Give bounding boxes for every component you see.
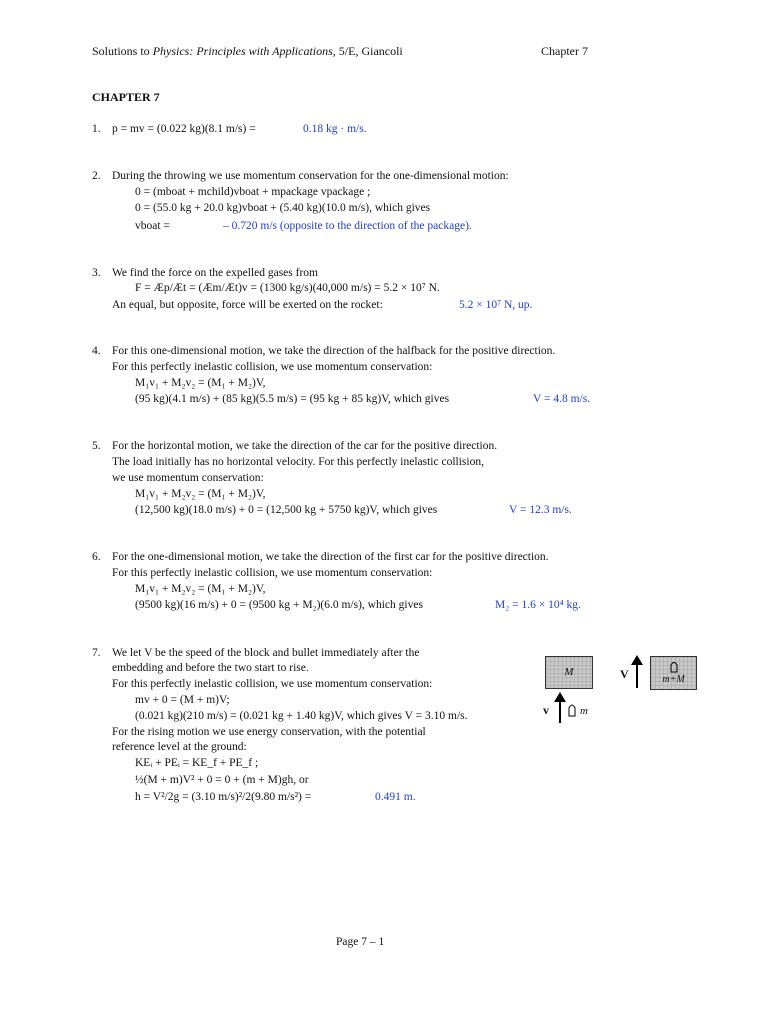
problem-number: 2. [92,170,101,182]
velocity-V-label: V [620,667,629,681]
text-line: For this perfectly inelastic collision, we use momentum conservation: [112,361,433,373]
embedded-bullet-icon [670,660,678,673]
equation-line: F = Æp/Æt = (Æm/Æt)v = (1300 kg/s)(40,000 m/s) = 5.2 × 10⁷ N. [135,282,440,294]
equation: p = mv = (0.022 kg)(8.1 m/s) = [112,123,256,135]
running-header-left: Solutions to Physics: Principles with Applications, 5/E, Giancoli [92,44,403,58]
block-before [545,656,593,689]
bullet-mass-label: m [580,705,588,717]
text-line: we use momentum conservation: [112,472,264,484]
problem-number: 6. [92,551,101,563]
problem-number: 3. [92,267,101,279]
equation-line: ½(M + m)V² + 0 = 0 + (m + M)gh, or [135,774,309,786]
velocity-v-label: v [543,703,549,717]
equation-line: vboat = [135,220,170,232]
intro-text: For the horizontal motion, we take the direction of the car for the positive direction. [112,440,498,452]
chapter-title: CHAPTER 7 [92,90,160,104]
text-line: We let V be the speed of the block and bullet immediately after the [112,647,420,659]
up-arrow-icon [553,692,567,724]
equation-line: (95 kg)(4.1 m/s) + (85 kg)(5.5 m/s) = (95 kg + 85 kg)V, which gives [135,393,450,405]
text-line: For this perfectly inelastic collision, we use momentum conservation: [112,567,433,579]
up-arrow-icon [630,655,644,689]
text-line: For the rising motion we use energy conservation, with the potential [112,726,426,738]
problem-number: 4. [92,345,101,357]
equation-line: (12,500 kg)(18.0 m/s) + 0 = (12,500 kg + 5750 kg)V, which gives [135,504,438,516]
equation-line: 0 = (mboat + mchild)vboat + mpackage vpackage ; [135,186,371,198]
equation-line: mv + 0 = (M + m)V; [135,694,230,706]
running-header-right: Chapter 7 [541,44,588,58]
text-line: The load initially has no horizontal velocity. For this perfectly inelastic collision, [112,456,484,468]
answer: V = 12.3 m/s. [509,504,572,516]
equation-line: M₁v₁ + M₂v₂ = (M₁ + M₂)V, [135,583,266,595]
answer: 0.18 kg · m/s. [303,123,367,135]
block-label: M [564,666,574,678]
problem-number: 1. [92,123,101,135]
problem-number: 7. [92,647,101,659]
text-line: For this perfectly inelastic collision, we use momentum conservation: [112,678,433,690]
text-line: An equal, but opposite, force will be exerted on the rocket: [112,299,383,311]
equation-line: (9500 kg)(16 m/s) + 0 = (9500 kg + M₂)(6.0 m/s), which gives [135,599,423,611]
answer: – 0.720 m/s (opposite to the direction of the package). [223,220,472,232]
problem-number: 5. [92,440,101,452]
equation-line: M₁v₁ + M₂v₂ = (M₁ + M₂)V, [135,377,266,389]
text-line: reference level at the ground: [112,741,247,753]
equation-line: M₁v₁ + M₂v₂ = (M₁ + M₂)V, [135,488,266,500]
combined-label: m+M [662,674,685,685]
intro-text: We find the force on the expelled gases from [112,267,318,279]
equation-line: (0.021 kg)(210 m/s) = (0.021 kg + 1.40 kg)V, which gives V = 3.10 m/s. [135,710,468,722]
text-line: embedding and before the two start to rise. [112,662,309,674]
answer: 5.2 × 10⁷ N, up. [459,299,533,311]
answer: M₂ = 1.6 × 10⁴ kg. [495,599,581,611]
intro-text: For this one-dimensional motion, we take the direction of the halfback for the positive direction. [112,345,556,357]
intro-text: For the one-dimensional motion, we take the direction of the first car for the positive direction. [112,551,549,563]
answer: 0.491 m. [375,791,416,803]
answer: V = 4.8 m/s. [533,393,591,405]
equation-line: 0 = (55.0 kg + 20.0 kg)vboat + (5.40 kg)(10.0 m/s), which gives [135,202,431,214]
equation-line: h = V²/2g = (3.10 m/s)²/2(9.80 m/s²) = [135,791,312,803]
bullet-icon [568,702,576,717]
equation-line: KEᵢ + PEᵢ = KE_f + PE_f ; [135,757,259,769]
page-number: Page 7 – 1 [336,936,385,948]
block-after [650,656,697,690]
intro-text: During the throwing we use momentum conservation for the one-dimensional motion: [112,170,509,182]
